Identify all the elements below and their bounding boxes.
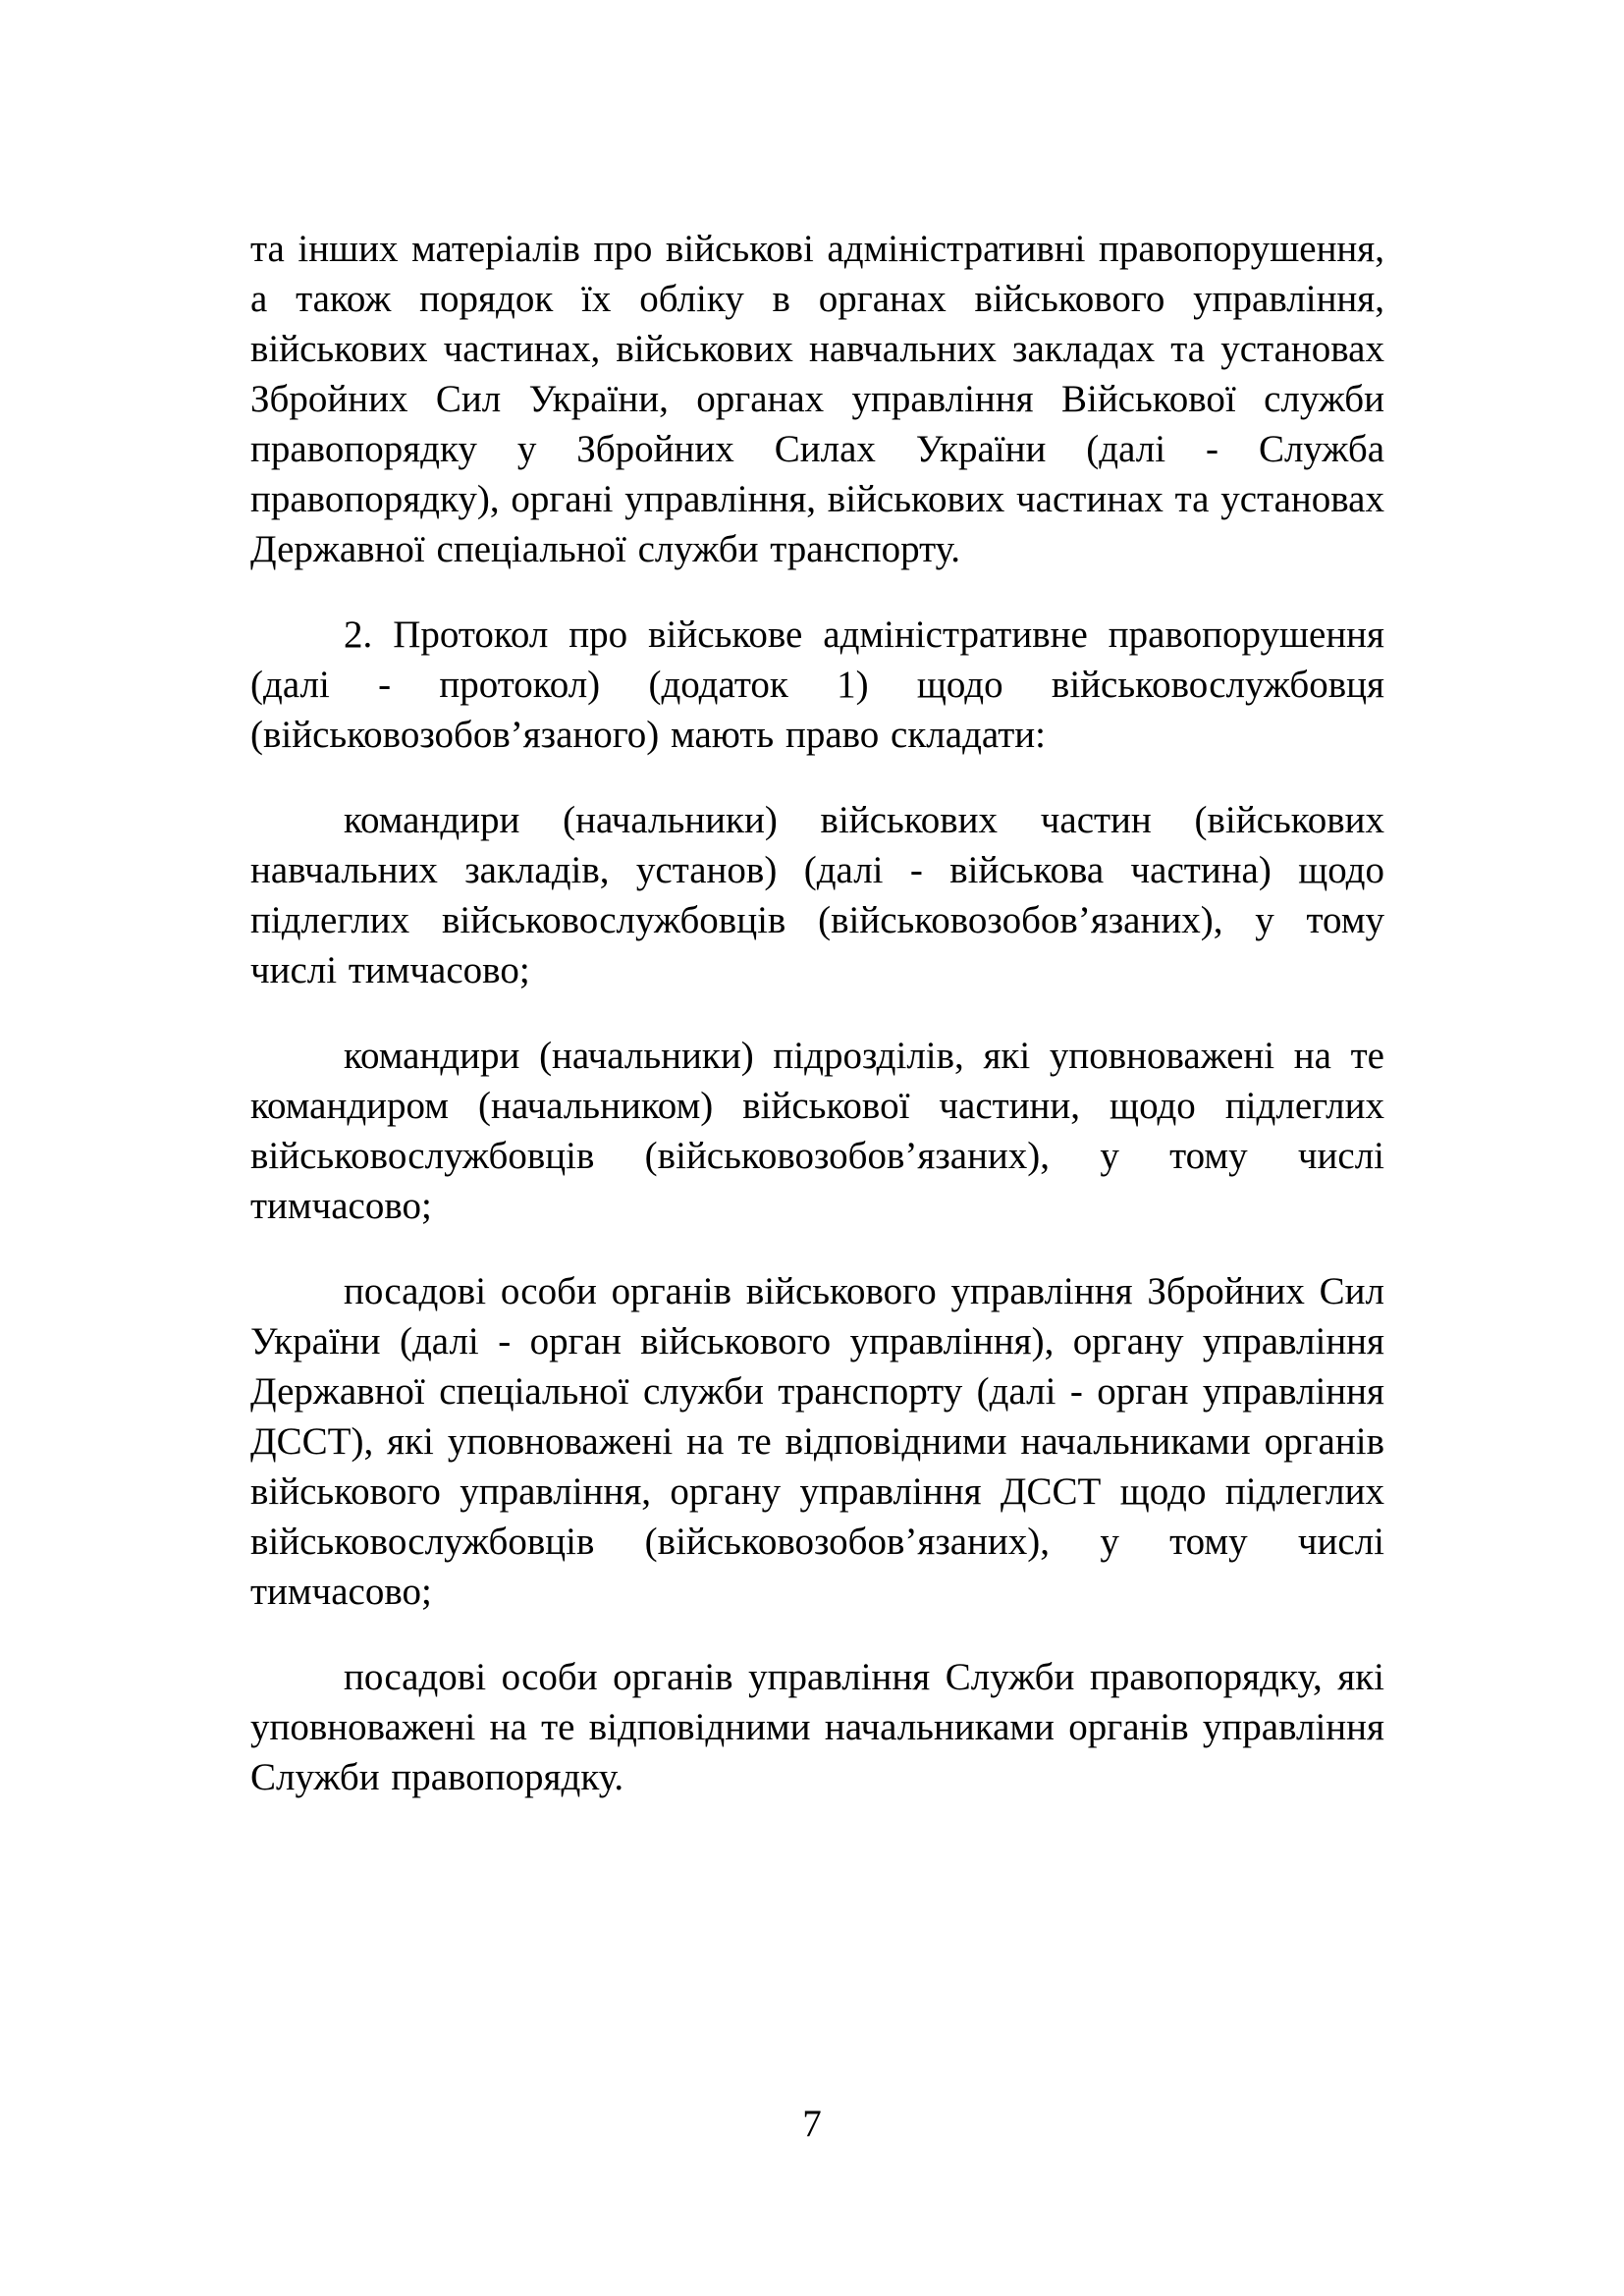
- paragraph-officials-law-order-service: посадові особи органів управління Служби правопорядку, які уповноважені на те відповідними начальниками органів управління Служби правопорядку.: [250, 1656, 1384, 1798]
- paragraph-commanders-subunits: командири (начальники) підрозділів, які уповноважені на те командиром (начальником) військової частини, щодо підлеглих військовослужбовців (військовозобов’язаних), у тому числі тимчасово;: [250, 1035, 1384, 1227]
- paragraph-officials-military-management: посадові особи органів військового управління Збройних Сил України (далі - орган військового управління), органу управління Державної спеціальної служби транспорту (далі - орган управління ДССТ), які уповноважені на те відповідними начальниками органів військового управління, органу управління ДССТ щодо підлеглих військовослужбовців (військовозобов’язаних), у тому числі тимчасово;: [250, 1270, 1384, 1613]
- paragraph-item-2: 2. Протокол про військове адміністративне правопорушення (далі - протокол) (додаток 1) щодо військовослужбовця (військовозобов’язаного) мають право складати:: [250, 614, 1384, 756]
- page-footer: [0, 2103, 1624, 2146]
- document-text-block: [250, 224, 1384, 1838]
- paragraph-continuation: та інших матеріалів про військові адміністративні правопорушення, а також порядок їх обліку в органах військового управління, військових частинах, військових навчальних закладах та установах Збройних Сил України, органах управління Військової служби правопорядку у Збройних Силах України (далі - Служба правопорядку), органі управління, військових частинах та установах Державної спеціальної служби транспорту.: [250, 228, 1384, 570]
- page-number: 7: [802, 2103, 822, 2145]
- paragraph-commanders-units: командири (начальники) військових частин (військових навчальних закладів, установ) (далі - військова частина) щодо підлеглих військовослужбовців (військовозобов’язаних), у тому числі тимчасово;: [250, 799, 1384, 991]
